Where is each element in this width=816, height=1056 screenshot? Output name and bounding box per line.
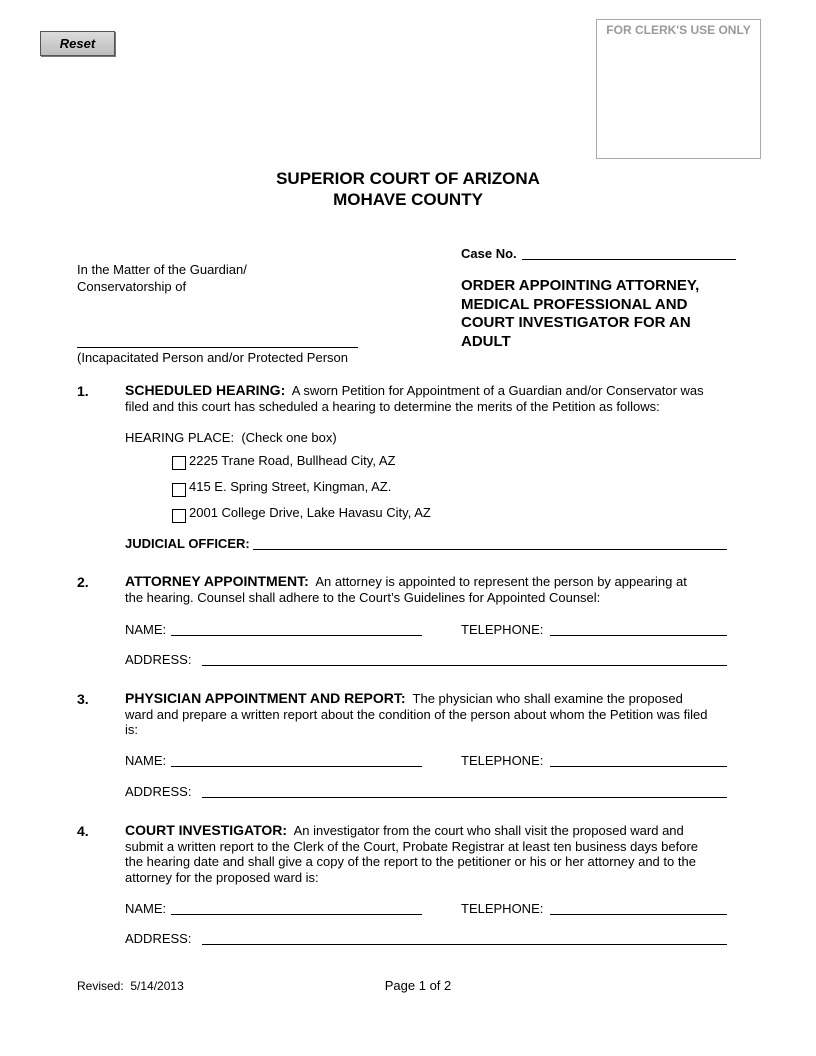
physician-address-field[interactable] xyxy=(202,797,727,798)
matter-label-line2: Conservatorship of xyxy=(77,279,187,294)
section-4-text xyxy=(125,823,734,885)
investigator-name-field[interactable] xyxy=(171,914,422,915)
matter-label-line1: In the Matter of the Guardian/ xyxy=(77,262,247,277)
incapacitated-label: (Incapacitated Person and/or Protected Person xyxy=(77,350,348,365)
section-1-line: filed and this court has scheduled a hearing to determine the merits of the Petition as follows: xyxy=(125,398,660,414)
court-name: SUPERIOR COURT OF ARIZONA xyxy=(276,169,540,188)
section-3-line: is: xyxy=(125,722,138,737)
revised-date-value: 5/14/2013 xyxy=(130,979,184,993)
lake-havasu-checkbox[interactable] xyxy=(172,509,186,523)
ward-name-field[interactable] xyxy=(77,347,358,348)
judicial-officer-label: JUDICIAL OFFICER: xyxy=(125,536,250,551)
hearing-place-note: (Check one box) xyxy=(241,430,337,445)
bullhead-city-label: 2225 Trane Road, Bullhead City, AZ xyxy=(189,453,396,468)
section-4-line: submit a written report to the Clerk of the Court, Probate Registrar at least ten business days before xyxy=(125,838,699,854)
section-1-heading: SCHEDULED HEARING: xyxy=(125,382,286,398)
section-2-line: An attorney is appointed to represent the person by appearing at xyxy=(315,574,687,589)
reset-button[interactable]: Reset xyxy=(40,31,115,56)
section-2-heading: ATTORNEY APPOINTMENT: xyxy=(125,573,309,589)
section-4-line: An investigator from the court who shall visit the proposed ward and xyxy=(293,823,684,838)
section-4-line: attorney for the proposed ward is: xyxy=(125,869,319,885)
physician-name-label: NAME: xyxy=(125,753,167,768)
section-2-text xyxy=(125,574,734,605)
attorney-telephone-label: TELEPHONE: xyxy=(461,622,544,637)
attorney-address-label: ADDRESS: xyxy=(125,652,192,667)
order-title-line: MEDICAL PROFESSIONAL AND xyxy=(461,295,688,313)
section-3-heading: PHYSICIAN APPOINTMENT AND REPORT: xyxy=(125,690,406,706)
clerk-use-label: FOR CLERK'S USE ONLY xyxy=(606,23,751,37)
investigator-address-field[interactable] xyxy=(202,944,727,945)
attorney-name-label: NAME: xyxy=(125,622,167,637)
physician-telephone-label: TELEPHONE: xyxy=(461,753,544,768)
hearing-place-label xyxy=(125,430,337,445)
lake-havasu-label: 2001 College Drive, Lake Havasu City, AZ xyxy=(189,505,431,520)
page-number: Page 1 of 2 xyxy=(384,978,452,993)
section-1-number: 1. xyxy=(77,383,89,399)
attorney-telephone-field[interactable] xyxy=(550,635,727,636)
attorney-address-field[interactable] xyxy=(202,665,727,666)
order-title-line: ORDER APPOINTING ATTORNEY, xyxy=(461,277,700,294)
section-4-line: the hearing date and shall give a copy of the report to the petitioner or his or her attorney and to the xyxy=(125,854,696,869)
section-2-line: the hearing. Counsel shall adhere to the Court’s Guidelines for Appointed Counsel: xyxy=(125,589,601,605)
order-title xyxy=(461,277,751,351)
physician-name-field[interactable] xyxy=(171,766,422,767)
order-title-line: ADULT xyxy=(461,332,511,350)
section-1-line: A sworn Petition for Appointment of a Guardian and/or Conservator was xyxy=(291,383,704,398)
attorney-name-field[interactable] xyxy=(171,635,422,636)
investigator-telephone-field[interactable] xyxy=(550,914,727,915)
investigator-telephone-label: TELEPHONE: xyxy=(461,901,544,916)
hearing-place-heading: HEARING PLACE: xyxy=(125,430,235,445)
clerk-use-box xyxy=(596,19,761,159)
county-name: MOHAVE COUNTY xyxy=(333,190,483,209)
investigator-address-label: ADDRESS: xyxy=(125,931,192,946)
physician-address-label: ADDRESS: xyxy=(125,784,192,799)
case-no-field[interactable] xyxy=(522,259,736,260)
section-3-number: 3. xyxy=(77,691,89,707)
section-3-line: ward and prepare a written report about the condition of the person about whom the Petition was filed xyxy=(125,706,708,722)
order-title-line: COURT INVESTIGATOR FOR AN xyxy=(461,314,691,331)
investigator-name-label: NAME: xyxy=(125,901,167,916)
section-4-heading: COURT INVESTIGATOR: xyxy=(125,822,288,838)
section-1-text xyxy=(125,383,734,414)
kingman-checkbox[interactable] xyxy=(172,483,186,497)
section-2-number: 2. xyxy=(77,574,89,590)
judicial-officer-field[interactable] xyxy=(253,549,727,550)
bullhead-city-checkbox[interactable] xyxy=(172,456,186,470)
section-3-line: The physician who shall examine the proposed xyxy=(412,691,683,706)
kingman-label: 415 E. Spring Street, Kingman, AZ. xyxy=(189,479,392,494)
case-no-label: Case No. xyxy=(461,246,517,261)
section-3-text xyxy=(125,691,734,738)
section-4-number: 4. xyxy=(77,823,89,839)
revised-label: Revised: xyxy=(77,979,124,993)
physician-telephone-field[interactable] xyxy=(550,766,727,767)
